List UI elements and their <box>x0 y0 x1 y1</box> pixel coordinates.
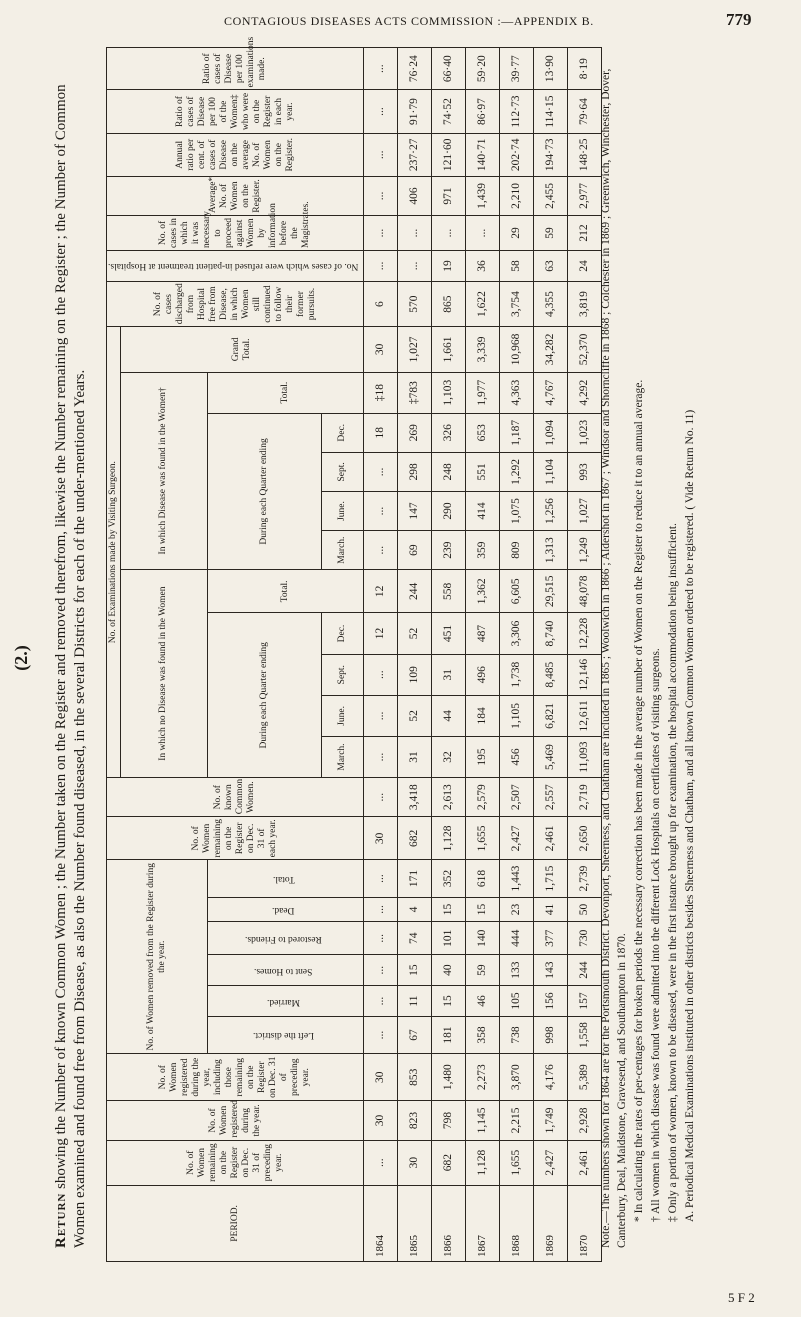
free-sep-cell: 8,485 <box>534 654 568 695</box>
known-women-cell: 2,613 <box>432 778 466 817</box>
refused-cell: ... <box>398 251 432 282</box>
free-jun-cell: 44 <box>432 695 466 736</box>
discharged-cell: 3,819 <box>568 281 602 326</box>
dis-jun-cell: ... <box>364 491 398 530</box>
ratio-exams-cell: 39·77 <box>500 48 534 90</box>
ratio-exams-cell: 59·20 <box>466 48 500 90</box>
grand-total-cell: 30 <box>364 327 398 372</box>
dis-mar-cell: ... <box>364 531 398 570</box>
diseased-group-header: In which Disease was found in the Women† <box>121 372 208 570</box>
annual-ratio-cell: 194·73 <box>534 133 568 176</box>
dis-dec-cell: 1,094 <box>534 413 568 452</box>
dis-jun-cell: 1,027 <box>568 491 602 530</box>
diseased-march-header: March. <box>322 531 364 570</box>
average-cell: 2,455 <box>534 176 568 215</box>
remaining-start-cell: 2,427 <box>534 1140 568 1185</box>
dis-sep-cell: 551 <box>466 452 500 491</box>
dis-mar-cell: 1,249 <box>568 531 602 570</box>
free-sept-header: Sept. <box>322 654 364 695</box>
note-ddagger: ‡ Only a portion of women, known to be diseased, were in the first instance brought up for examination, the hospital accommodation being insufficient. <box>667 523 679 1222</box>
free-jun-cell: 1,105 <box>500 695 534 736</box>
removed-total-cell: 171 <box>398 860 432 897</box>
known-women-cell: 2,507 <box>500 778 534 817</box>
left-district-cell: 738 <box>500 1016 534 1053</box>
dis-total-cell: 4,292 <box>568 372 602 413</box>
ratio-exams-cell: 66·40 <box>432 48 466 90</box>
free-total-cell: 48,078 <box>568 570 602 613</box>
free-total-cell: 12 <box>364 570 398 613</box>
remaining-end-cell: 682 <box>398 817 432 860</box>
married-cell: 105 <box>500 986 534 1017</box>
page-header <box>0 0 801 40</box>
dis-mar-cell: 239 <box>432 531 466 570</box>
diseased-sept-header: Sept. <box>322 452 364 491</box>
removed-total-cell: 2,739 <box>568 860 602 897</box>
married-cell: ... <box>364 986 398 1017</box>
magistrates-cell: 212 <box>568 216 602 251</box>
page-number: 779 <box>726 10 752 29</box>
magistrates-cell: 29 <box>500 216 534 251</box>
dis-total-cell: ‡783 <box>398 372 432 413</box>
annual-ratio-cell: 121·60 <box>432 133 466 176</box>
sent-friends-cell: 377 <box>534 922 568 955</box>
dis-dec-cell: 18 <box>364 413 398 452</box>
ratio-examined-cell: ... <box>364 90 398 133</box>
free-sep-cell: 1,738 <box>500 654 534 695</box>
free-sep-cell: 12,146 <box>568 654 602 695</box>
ratio-exams-cell: ... <box>364 48 398 90</box>
sent-friends-cell: ... <box>364 922 398 955</box>
examinations-group-header: No. of Examinations made by Visiting Surgeon. <box>107 327 121 778</box>
sent-friends-cell: 101 <box>432 922 466 955</box>
total-registered-cell: 5,389 <box>568 1054 602 1101</box>
average-cell: 1,439 <box>466 176 500 215</box>
dis-mar-cell: 1,313 <box>534 531 568 570</box>
dis-sep-cell: ... <box>364 452 398 491</box>
ratio-examined-cell: 74·52 <box>432 90 466 133</box>
free-mar-cell: 32 <box>432 736 466 777</box>
sent-friends-cell: 74 <box>398 922 432 955</box>
dis-sep-cell: 1,104 <box>534 452 568 491</box>
dead-header: Dead. <box>207 897 364 922</box>
annual-ratio-cell: 237·27 <box>398 133 432 176</box>
dis-sep-cell: 298 <box>398 452 432 491</box>
married-cell: 156 <box>534 986 568 1017</box>
removed-total-cell: 1,715 <box>534 860 568 897</box>
removed-total-header: Total. <box>207 860 364 897</box>
ratio-exams-header: Ratio of cases of Disease per 100 examinations made. <box>107 48 364 90</box>
discharged-cell: 3,754 <box>500 281 534 326</box>
registered-cell: 30 <box>364 1101 398 1140</box>
table-row <box>568 48 602 1262</box>
dead-cell: 23 <box>500 897 534 922</box>
average-cell: 2,210 <box>500 176 534 215</box>
dis-jun-cell: 1,075 <box>500 491 534 530</box>
known-women-cell: 2,719 <box>568 778 602 817</box>
note-dagger: † All women in which disease was found were admitted into the different Lock Hospitals on certificates of visiting surgeons. <box>650 648 662 1222</box>
left-district-cell: 998 <box>534 1016 568 1053</box>
free-mar-cell: ... <box>364 736 398 777</box>
free-march-header: March. <box>322 736 364 777</box>
free-mar-cell: 195 <box>466 736 500 777</box>
average-cell: 971 <box>432 176 466 215</box>
remaining-start-cell: 1,655 <box>500 1140 534 1185</box>
dis-jun-cell: 1,256 <box>534 491 568 530</box>
dis-jun-cell: 290 <box>432 491 466 530</box>
dis-dec-cell: 1,023 <box>568 413 602 452</box>
registered-header: No. of Women registered during the year. <box>107 1101 364 1140</box>
dis-mar-cell: 359 <box>466 531 500 570</box>
free-mar-cell: 456 <box>500 736 534 777</box>
free-dec-cell: 487 <box>466 613 500 654</box>
ratio-exams-cell: 13·90 <box>534 48 568 90</box>
left-district-cell: 1,558 <box>568 1016 602 1053</box>
refused-header: No. of cases which were refused in-patient treatment at Hospitals. <box>107 251 364 282</box>
registered-cell: 823 <box>398 1101 432 1140</box>
removed-total-cell: 1,443 <box>500 860 534 897</box>
left-district-cell: 358 <box>466 1016 500 1053</box>
free-total-header: Total. <box>207 570 364 613</box>
known-women-cell: ... <box>364 778 398 817</box>
dis-sep-cell: 248 <box>432 452 466 491</box>
dis-total-cell: 1,103 <box>432 372 466 413</box>
known-women-header: No. of known Common Women. <box>107 778 364 817</box>
total-registered-cell: 2,273 <box>466 1054 500 1101</box>
dead-cell: ... <box>364 897 398 922</box>
total-registered-cell: 3,870 <box>500 1054 534 1101</box>
table-row <box>432 48 466 1262</box>
table-row <box>398 48 432 1262</box>
free-jun-cell: 184 <box>466 695 500 736</box>
discharged-cell: 865 <box>432 281 466 326</box>
title-text: showing the Number of known Common Women ; the Number taken on the Register and removed therefrom, likewise the Number remaining on the Register ; the Number of Common Women examined and found free from Disease, as also the Number found diseased, in the several Districts for each of the under-mentioned Years. <box>53 84 88 1248</box>
dis-mar-cell: 69 <box>398 531 432 570</box>
ratio-examined-cell: 91·79 <box>398 90 432 133</box>
grand-total-cell: 34,282 <box>534 327 568 372</box>
period-cell: 1869 <box>534 1185 568 1261</box>
total-registered-header: No. of Women registered during the year, including those remaining on the Register on Dec. 31 of preceding year. <box>107 1054 364 1101</box>
left-district-header: Left the district. <box>207 1016 364 1053</box>
return-table <box>106 36 602 1262</box>
registered-cell: 2,215 <box>500 1101 534 1140</box>
free-jun-cell: 6,821 <box>534 695 568 736</box>
grand-total-cell: 52,370 <box>568 327 602 372</box>
dis-dec-cell: 1,187 <box>500 413 534 452</box>
married-cell: 157 <box>568 986 602 1017</box>
free-mar-cell: 31 <box>398 736 432 777</box>
annual-ratio-header: Annual ratio per cent. of cases of Disease on the average No. of Women on the Register. <box>107 133 364 176</box>
refused-cell: 63 <box>534 251 568 282</box>
free-dec-cell: 52 <box>398 613 432 654</box>
signature-mark: 5 F 2 <box>728 1290 755 1305</box>
average-header: Average* No. of Women on the Register. <box>107 176 364 215</box>
free-dec-cell: 451 <box>432 613 466 654</box>
annual-ratio-cell: 202·74 <box>500 133 534 176</box>
removed-group-header: No. of Women removed from the Register during the year. <box>107 860 208 1054</box>
note-star: * In calculating the rates of per-centages for broken periods the necessary correction has been made in the average number of Women on the Register to reduce it to an annual average. <box>633 379 645 1222</box>
free-dec-cell: 12 <box>364 613 398 654</box>
note-a: A. Periodical Medical Examinations instituted in other districts besides Sheerness and Chatham, and all known Common Women ordered to be registered. ( Vide Return No. 11) <box>684 409 696 1222</box>
left-district-cell: ... <box>364 1016 398 1053</box>
average-cell: 406 <box>398 176 432 215</box>
grand-total-header: Grand Total. <box>121 327 364 372</box>
dis-sep-cell: 1,292 <box>500 452 534 491</box>
left-district-cell: 67 <box>398 1016 432 1053</box>
sent-friends-cell: 140 <box>466 922 500 955</box>
sent-homes-cell: ... <box>364 955 398 986</box>
period-cell: 1870 <box>568 1185 602 1261</box>
annual-ratio-cell: 148·25 <box>568 133 602 176</box>
remaining-end-cell: 30 <box>364 817 398 860</box>
sent-friends-header: Restored to Friends. <box>207 922 364 955</box>
period-cell: 1867 <box>466 1185 500 1261</box>
known-women-cell: 2,579 <box>466 778 500 817</box>
table-row <box>364 48 398 1262</box>
annual-ratio-cell: 140·71 <box>466 133 500 176</box>
remaining-start-cell: 682 <box>432 1140 466 1185</box>
rotated-return <box>8 36 798 1262</box>
discharged-header: No. of cases discharged from Hospital free from Disease, in which Women still continued to follow their former pursuits. <box>107 281 364 326</box>
free-sep-cell: ... <box>364 654 398 695</box>
married-cell: 46 <box>466 986 500 1017</box>
free-quarter-header: During each Quarter ending <box>207 613 322 778</box>
magistrates-header: No. of cases in which it was necessary to proceed against Women by information before the Magistrates. <box>107 216 364 251</box>
remaining-end-header: No. of Women remaining on the Register on Dec. 31 of each year. <box>107 817 364 860</box>
married-cell: 15 <box>432 986 466 1017</box>
free-dec-cell: 12,228 <box>568 613 602 654</box>
diseased-total-header: Total. <box>207 372 364 413</box>
magistrates-cell: ... <box>432 216 466 251</box>
return-title <box>12 58 90 1248</box>
refused-cell: 19 <box>432 251 466 282</box>
discharged-cell: 6 <box>364 281 398 326</box>
remaining-end-cell: 1,128 <box>432 817 466 860</box>
married-cell: 11 <box>398 986 432 1017</box>
removed-total-cell: 352 <box>432 860 466 897</box>
registered-cell: 798 <box>432 1101 466 1140</box>
remaining-start-cell: 1,128 <box>466 1140 500 1185</box>
refused-cell: ... <box>364 251 398 282</box>
sent-homes-cell: 59 <box>466 955 500 986</box>
magistrates-cell: ... <box>398 216 432 251</box>
dis-jun-cell: 414 <box>466 491 500 530</box>
removed-total-cell: ... <box>364 860 398 897</box>
free-sep-cell: 31 <box>432 654 466 695</box>
dis-mar-cell: 809 <box>500 531 534 570</box>
remaining-end-cell: 2,650 <box>568 817 602 860</box>
remaining-end-cell: 2,461 <box>534 817 568 860</box>
period-cell: 1865 <box>398 1185 432 1261</box>
free-mar-cell: 11,093 <box>568 736 602 777</box>
free-group-header: In which no Disease was found in the Women <box>121 570 208 778</box>
ratio-exams-cell: 8·19 <box>568 48 602 90</box>
magistrates-cell: ... <box>364 216 398 251</box>
known-women-cell: 2,557 <box>534 778 568 817</box>
free-june-header: June. <box>322 695 364 736</box>
free-jun-cell: 52 <box>398 695 432 736</box>
married-header: Married. <box>207 986 364 1017</box>
average-cell: 2,977 <box>568 176 602 215</box>
dis-total-cell: 1,977 <box>466 372 500 413</box>
sent-friends-cell: 730 <box>568 922 602 955</box>
free-dec-cell: 3,306 <box>500 613 534 654</box>
dead-cell: 15 <box>432 897 466 922</box>
magistrates-cell: 59 <box>534 216 568 251</box>
free-sep-cell: 496 <box>466 654 500 695</box>
sent-homes-cell: 143 <box>534 955 568 986</box>
dis-total-cell: 4,363 <box>500 372 534 413</box>
sent-homes-cell: 244 <box>568 955 602 986</box>
running-head: CONTAGIOUS DISEASES ACTS COMMISSION :—APPENDIX B. <box>224 14 594 28</box>
ratio-examined-cell: 79·64 <box>568 90 602 133</box>
free-sep-cell: 109 <box>398 654 432 695</box>
notes <box>598 68 699 1248</box>
free-jun-cell: 12,611 <box>568 695 602 736</box>
free-total-cell: 558 <box>432 570 466 613</box>
sent-homes-cell: 40 <box>432 955 466 986</box>
section-number: (2.) <box>11 645 31 671</box>
free-total-cell: 29,515 <box>534 570 568 613</box>
left-district-cell: 181 <box>432 1016 466 1053</box>
dis-dec-cell: 269 <box>398 413 432 452</box>
remaining-end-cell: 1,655 <box>466 817 500 860</box>
dead-cell: 4 <box>398 897 432 922</box>
table-row <box>500 48 534 1262</box>
sent-homes-cell: 15 <box>398 955 432 986</box>
remaining-start-cell: ... <box>364 1140 398 1185</box>
dis-jun-cell: 147 <box>398 491 432 530</box>
sent-homes-cell: 133 <box>500 955 534 986</box>
dis-dec-cell: 653 <box>466 413 500 452</box>
registered-cell: 1,145 <box>466 1101 500 1140</box>
registered-cell: 2,928 <box>568 1101 602 1140</box>
grand-total-cell: 1,027 <box>398 327 432 372</box>
diseased-dec-header: Dec. <box>322 413 364 452</box>
discharged-cell: 4,355 <box>534 281 568 326</box>
free-total-cell: 244 <box>398 570 432 613</box>
title-lead-word: Return <box>53 1192 69 1248</box>
sent-friends-cell: 444 <box>500 922 534 955</box>
annual-ratio-cell: ... <box>364 133 398 176</box>
diseased-quarter-header: During each Quarter ending <box>207 413 322 570</box>
table-body <box>364 48 602 1262</box>
known-women-cell: 3,418 <box>398 778 432 817</box>
table-row <box>466 48 500 1262</box>
remaining-start-cell: 30 <box>398 1140 432 1185</box>
period-header: PERIOD. <box>107 1185 364 1261</box>
sent-homes-header: Sent to Homes. <box>207 955 364 986</box>
average-cell: ... <box>364 176 398 215</box>
ratio-examined-cell: 112·73 <box>500 90 534 133</box>
dis-sep-cell: 993 <box>568 452 602 491</box>
period-cell: 1864 <box>364 1185 398 1261</box>
grand-total-cell: 3,339 <box>466 327 500 372</box>
remaining-start-cell: 2,461 <box>568 1140 602 1185</box>
removed-total-cell: 618 <box>466 860 500 897</box>
free-total-cell: 6,605 <box>500 570 534 613</box>
period-cell: 1866 <box>432 1185 466 1261</box>
grand-total-cell: 10,968 <box>500 327 534 372</box>
total-registered-cell: 853 <box>398 1054 432 1101</box>
free-mar-cell: 5,469 <box>534 736 568 777</box>
dead-cell: 41 <box>534 897 568 922</box>
remaining-start-header: No. of Women remaining on the Register on Dec. 31 of preceding year. <box>107 1140 364 1185</box>
ratio-examined-header: Ratio of cases of Disease per 100 of the Women‡ who were on the Register in each year. <box>107 90 364 133</box>
note-main: Note.—The numbers shown for 1864 are for the Portsmouth District. Devonport, Sheerness, and Chatham are included in 1865 ; Woolwich in 1866 ; Aldershot in 1867 ; Windsor and Shorncliffe in 1868 ; Colchester in 1869 ; Greenwich, Winchester, Dover, Canterbury, Deal, Maidstone, Gravesend, and Southampton in 1870. <box>600 68 628 1248</box>
dis-total-cell: ‡18 <box>364 372 398 413</box>
total-registered-cell: 4,176 <box>534 1054 568 1101</box>
free-dec-cell: 8,740 <box>534 613 568 654</box>
refused-cell: 24 <box>568 251 602 282</box>
magistrates-cell: ... <box>466 216 500 251</box>
dis-dec-cell: 326 <box>432 413 466 452</box>
total-registered-cell: 1,480 <box>432 1054 466 1101</box>
dis-total-cell: 4,767 <box>534 372 568 413</box>
ratio-examined-cell: 114·15 <box>534 90 568 133</box>
grand-total-cell: 1,661 <box>432 327 466 372</box>
dead-cell: 50 <box>568 897 602 922</box>
period-cell: 1868 <box>500 1185 534 1261</box>
refused-cell: 58 <box>500 251 534 282</box>
ratio-exams-cell: 76·24 <box>398 48 432 90</box>
registered-cell: 1,749 <box>534 1101 568 1140</box>
free-total-cell: 1,362 <box>466 570 500 613</box>
diseased-june-header: June. <box>322 491 364 530</box>
discharged-cell: 1,622 <box>466 281 500 326</box>
free-dec-header: Dec. <box>322 613 364 654</box>
free-jun-cell: ... <box>364 695 398 736</box>
dead-cell: 15 <box>466 897 500 922</box>
ratio-examined-cell: 86·97 <box>466 90 500 133</box>
remaining-end-cell: 2,427 <box>500 817 534 860</box>
table-row <box>534 48 568 1262</box>
discharged-cell: 570 <box>398 281 432 326</box>
total-registered-cell: 30 <box>364 1054 398 1101</box>
refused-cell: 36 <box>466 251 500 282</box>
